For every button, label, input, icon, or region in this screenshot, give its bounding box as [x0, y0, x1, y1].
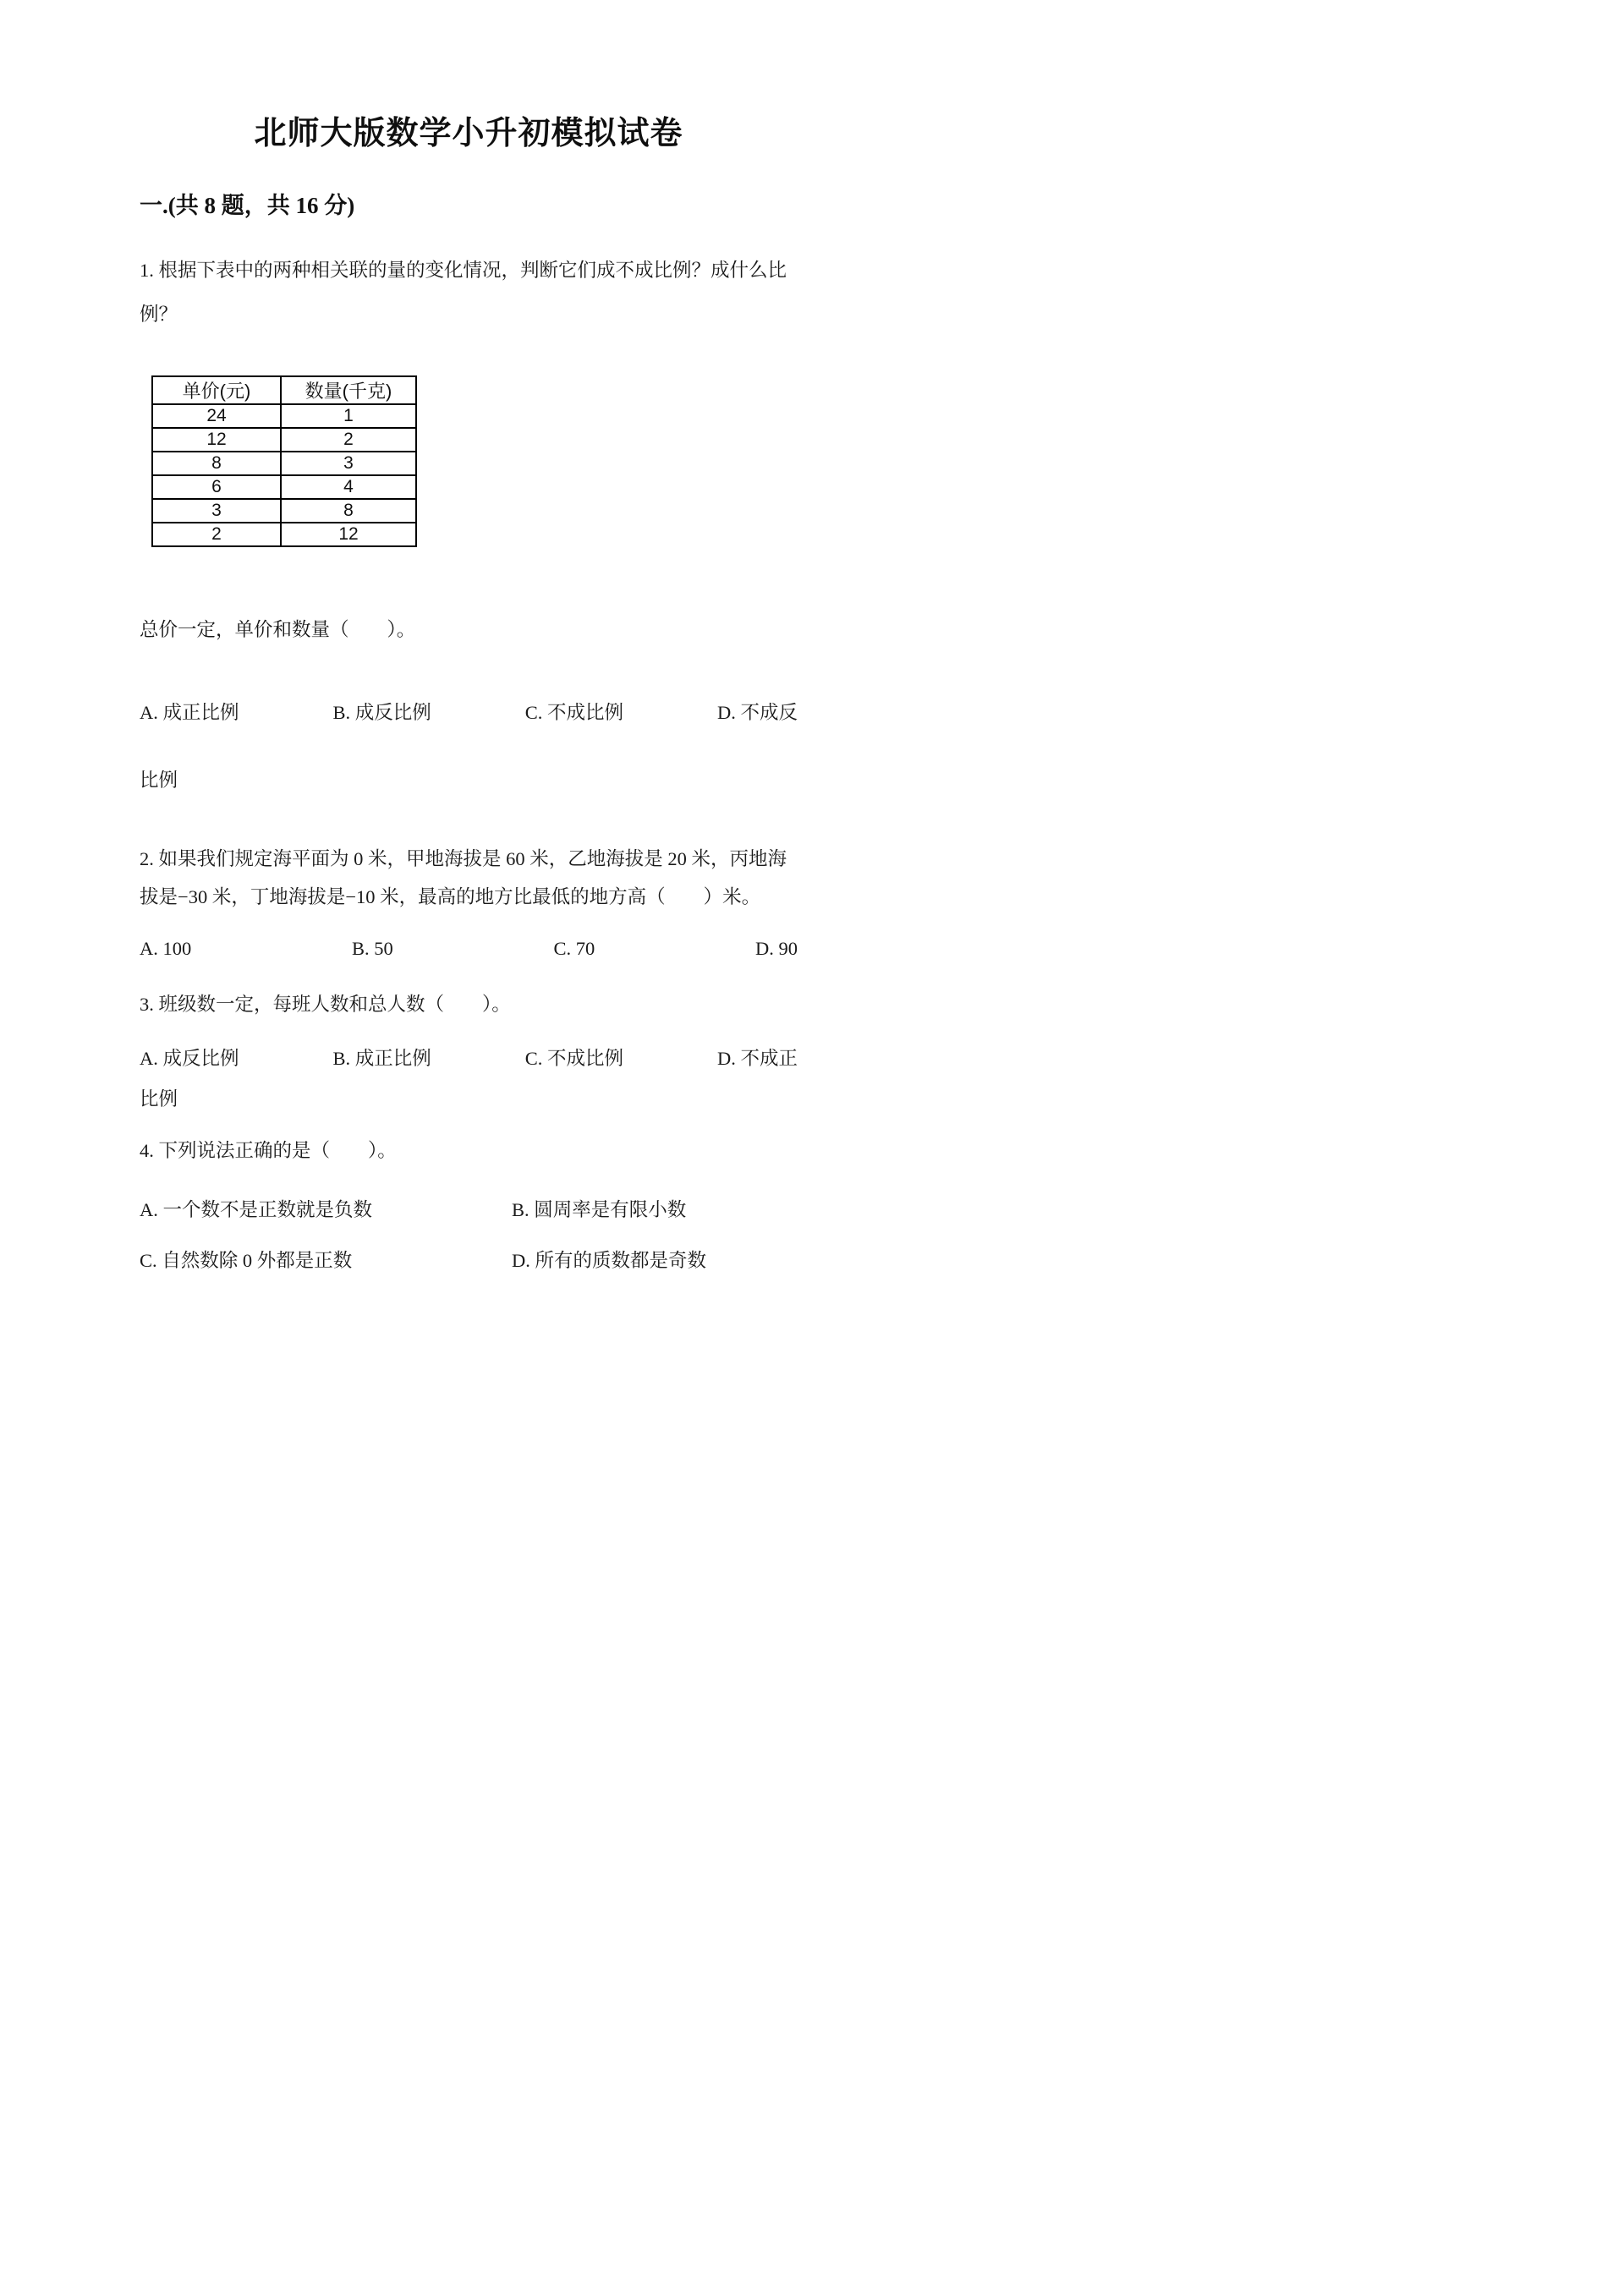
q1-option-d-wrap: 比例: [140, 769, 178, 791]
q3-option-d: D. 不成正: [716, 1047, 798, 1069]
q1-option-a: A. 成正比例: [140, 701, 239, 723]
table-cell: 3: [152, 499, 281, 523]
section-one-heading: 一.(共 8 题，共 16 分): [140, 193, 355, 218]
q4-option-c: C. 自然数除 0 外都是正数: [140, 1249, 353, 1271]
table-cell: 12: [281, 523, 416, 546]
question-3-text: 3. 班级数一定，每班人数和总人数（ ）。: [140, 993, 511, 1015]
q3-option-c: C. 不成比例: [524, 1047, 623, 1069]
table-cell: 1: [281, 404, 416, 428]
q2-option-b: B. 50: [351, 937, 393, 959]
q3-option-a: A. 成反比例: [140, 1047, 239, 1069]
q3-option-b: B. 成正比例: [332, 1047, 431, 1069]
table-cell: 2: [152, 523, 281, 546]
q4-option-b: B. 圆周率是有限小数: [512, 1198, 687, 1220]
unit-price-quantity-table: [151, 375, 417, 547]
table-cell: 2: [281, 428, 416, 452]
table-cell: 3: [281, 452, 416, 475]
q1-option-b: B. 成反比例: [332, 701, 431, 723]
table-row: [152, 428, 416, 452]
table-row: [152, 523, 416, 546]
table-cell: 8: [281, 499, 416, 523]
q3-option-d-wrap: 比例: [140, 1088, 178, 1110]
q4-options-row2: [140, 1246, 798, 1273]
q1-option-d: D. 不成反: [716, 701, 798, 723]
q4-option-a: A. 一个数不是正数就是负数: [140, 1198, 372, 1220]
q2-option-d: D. 90: [754, 937, 798, 959]
question-4-text: 4. 下列说法正确的是（ ）。: [140, 1139, 397, 1161]
q4-options-row1: [140, 1195, 798, 1222]
q2-option-a: A. 100: [140, 937, 192, 959]
question-1-text: 1. 根据下表中的两种相关联的量的变化情况，判断它们成不成比例？成什么比例？: [140, 260, 787, 325]
q1-option-c: C. 不成比例: [524, 701, 623, 723]
table-cell: 4: [281, 475, 416, 499]
q2-options: [140, 938, 798, 960]
table-row: [152, 499, 416, 523]
table-cell: 12: [152, 428, 281, 452]
table-cell: 24: [152, 404, 281, 428]
table-header-quantity: 数量(千克): [281, 376, 416, 404]
table-row: [152, 475, 416, 499]
q4-option-d: D. 所有的质数都是奇数: [512, 1249, 706, 1271]
table-row: [152, 404, 416, 428]
q1-options: [140, 698, 798, 725]
q3-options: [140, 1044, 798, 1071]
table-cell: 6: [152, 475, 281, 499]
question-2-text: 2. 如果我们规定海平面为 0 米，甲地海拔是 60 米，乙地海拔是 20 米，丙地海拔是−30 米，丁地海拔是−10 米，最高的地方比最低的地方高（ ）米。: [140, 847, 787, 907]
table-cell: 8: [152, 452, 281, 475]
q1-table-container: [151, 375, 798, 547]
q1-prompt: 总价一定，单价和数量（ ）。: [140, 618, 416, 640]
table-header-row: [152, 376, 416, 404]
table-row: [152, 452, 416, 475]
table-header-unit-price: 单价(元): [152, 376, 281, 404]
exam-title: 北师大版数学小升初模拟试卷: [254, 116, 683, 151]
q2-option-c: C. 70: [553, 937, 595, 959]
exam-paper: [140, 0, 798, 1273]
